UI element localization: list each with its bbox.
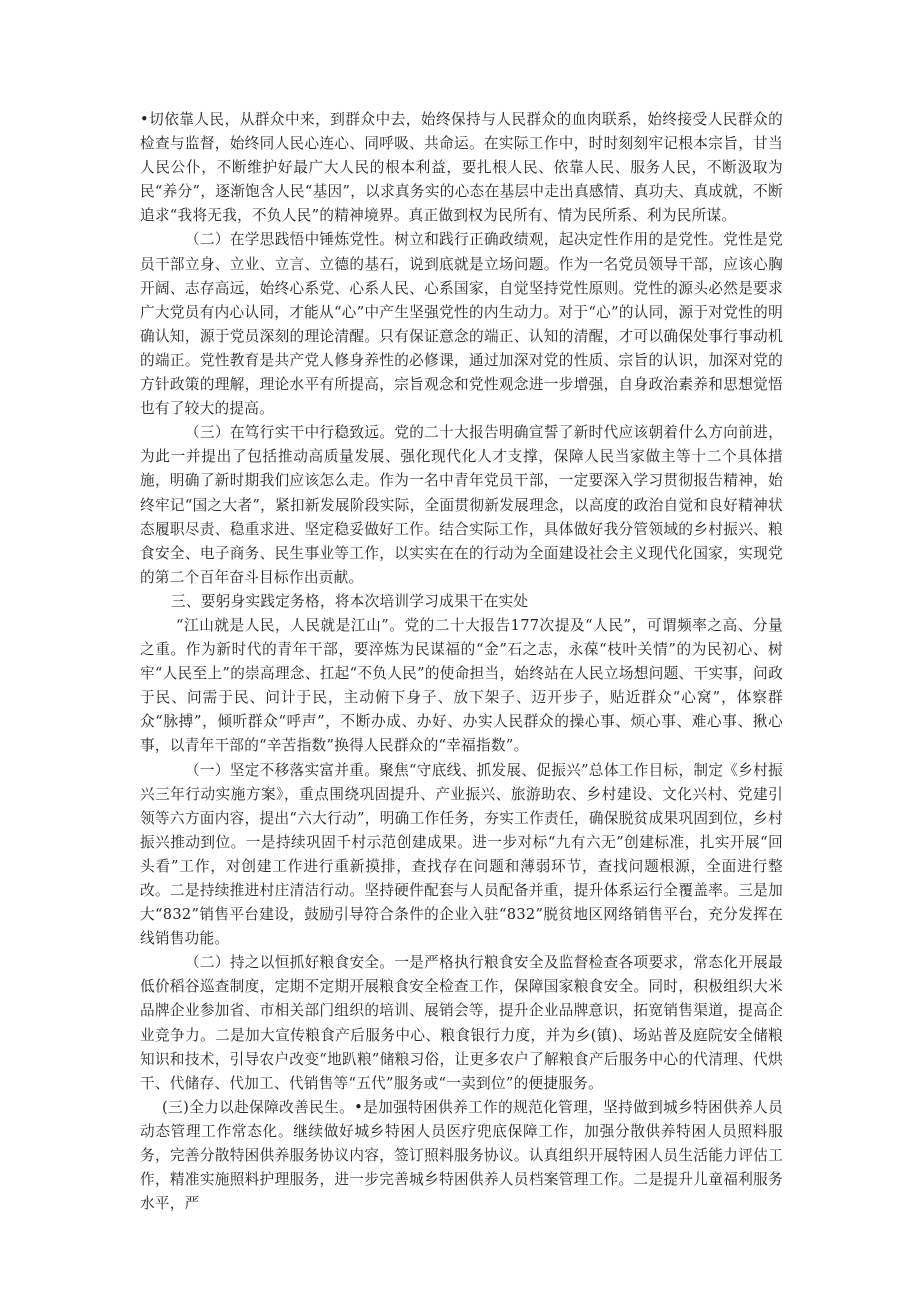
paragraph-livelihood: (三)全力以赴保障改善民生。•是加强特困供养工作的规范化管理，坚持做到城乡特困供养人员动态管理工作常态化。继续做好城乡特困人员医疗兜底保障工作，加强分散供养特困人员照料服务，完善分散特困供养服务协议内容，签订照料服务协议。认真组织开展特困人员生活能力评估工作，精准实施照料护理服务，进一步完善城乡特困供养人员档案管理工作。二是提升儿童福利服务水平，严 — [140, 1098, 783, 1213]
document-body — [140, 108, 783, 1216]
section-heading-three: 三、要躬身实践定务格，将本次培训学习成果干在实处 — [171, 592, 529, 610]
paragraph-practical-work: （三）在笃行实干中行稳致远。党的二十大报告明确宣誓了新时代应该朝着什么方向前进，为此一并提出了包括推动高质量发展、强化现代化人才支撑，保障人民当家做主等十二个具体措施，明确了新时期我们应该怎么走。作为一名中青年党员干部，一定要深入学习贯彻报告精神，始终牢记“国之大者”，紧扣新发展阶段实际，全面贯彻新发展理念，以高度的政治自觉和良好精神状态履职尽责、稳重求进、坚定稳妥做好工作。结合实际工作，具体做好我分管领域的乡村振兴、粮食安全、电子商务、民生事业等工作，以实实在在的行动为全面建设社会主义现代化国家，实现党的第二个百年奋斗目标作出贡献。 — [140, 424, 783, 586]
paragraph-food-security: （二）持之以恒抓好粮食安全。一是严格执行粮食安全及监督检查各项要求，常态化开展最低价稻谷巡查制度，定期不定期开展粮食安全检查工作，保障国家粮食安全。同时，积极组织大米品牌企业参加省、市相关部门组织的培训、展销会等，提升企业品牌意识，拓宽销售渠道，提高企业竞争力。二是加大宣传粮食产后服务中心、粮食银行力度，并为乡(镇)、场站普及庭院安全储粮知识和技术，引导农户改变“地趴粮”储粮习俗，让更多农户了解粮食产后服务中心的代清理、代烘干、代储存、代加工、代销售等“五代”服务或“一卖到位”的便捷服务。 — [140, 954, 783, 1092]
paragraph-rural-revitalization: （一）坚定不移落实富并重。聚焦“守底线、抓发展、促振兴”总体工作目标，制定《乡村振兴三年行动实施方案》，重点围绕巩固提升、产业振兴、旅游助农、乡村建设、文化兴村、党建引领等六方面内容，提出“六大行动”，明确工作任务，夯实工作责任，确保脱贫成果巩固到位，乡村振兴推动到位。一是持续巩固千村示范创建成果。进一步对标“九有六无”创建标准，扎实开展“回头看”工作，对创建工作进行重新摸排，查找存在问题和薄弱环节，查找问题根源，全面进行整改。二是持续推进村庄清洁行动。坚持硬件配套与人员配备并重，提升体系运行全覆盖率。三是加大“832”销售平台建设，鼓励引导符合条件的企业入驻“832”脱贫地区网络销售平台，充分发挥在线销售功能。 — [140, 761, 783, 948]
paragraph-continuation: •切依靠人民，从群众中来，到群众中去，始终保持与人民群众的血肉联系，始终接受人民群众的检查与监督，始终同人民心连心、同呼吸、共命运。在实际工作中，时时刻刻牢记根本宗旨，甘当人民公仆，不断维护好最广大人民的根本利益，要扎根人民、依靠人民、服务人民，不断汲取为民“养分”，逐渐饱含人民“基因”，以求真务实的心态在基层中走出真感情、真功夫、真成就，不断追求“我将无我，不负人民”的精神境界。真正做到权为民所有、情为民所系、利为民所谋。 — [140, 111, 783, 225]
paragraph-party-spirit: （二）在学思践悟中锤炼党性。树立和践行正确政绩观，起决定性作用的是党性。党性是党员干部立身、立业、立言、立德的基石，说到底就是立场问题。作为一名党员领导干部，应该心胸开阔、志存高远，始终心系党、心系人民、心系国家，自觉坚持党性原则。党性的源头必然是要求广大党员有内心认同，才能从“心”中产生坚强党性的内生动力。对于“心”的认同，源于对党性的明确认知，源于党员深刻的理论清醒。只有保证意念的端正、认知的清醒，才可以确保处事行事动机的端正。党性教育是共产党人修身养性的必修课，通过加深对党的性质、宗旨的认识，加深对党的方针政策的理解，理论水平有所提高，宗旨观念和党性观念进一步增强，自身政治素养和思想觉悟也有了较大的提高。 — [140, 231, 783, 418]
paragraph-people-country: “江山就是人民，人民就是江山”。党的二十大报告177次提及“人民”，可谓频率之高、分量之重。作为新时代的青年干部，要淬炼为民谋福的“金”石之志，永葆“枝叶关情”的为民初心、树牢“人民至上”的崇高理念、扛起“不负人民”的使命担当，始终站在人民立场想问题、干实事，问政于民、问需于民、问计于民，主动俯下身子、放下架子、迈开步子，贴近群众“心窝”，体察群众“脉搏”，倾听群众“呼声”，不断办成、办好、办实人民群众的操心事、烦心事、难心事、揪心事，以青年干部的“辛苦指数”换得人民群众的“幸福指数”。 — [140, 616, 783, 755]
